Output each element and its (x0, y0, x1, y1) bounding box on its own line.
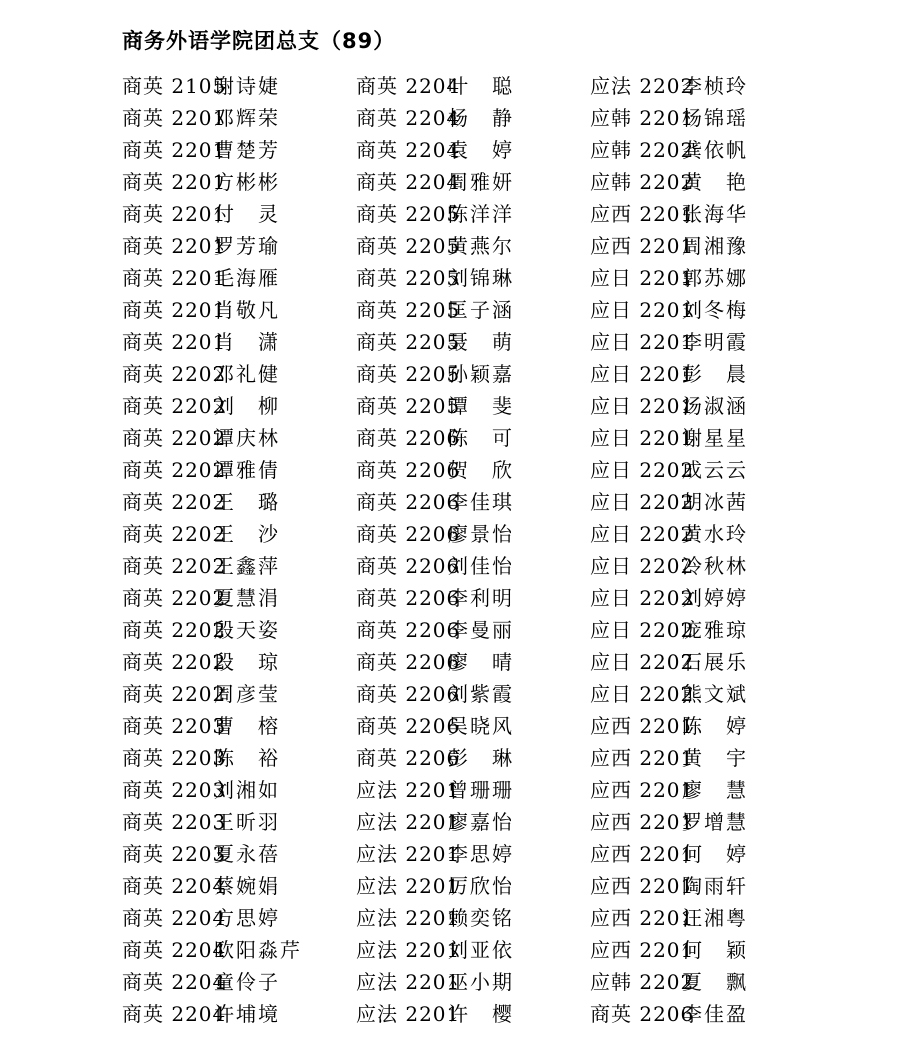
member-name: 袁 婷 (448, 138, 514, 162)
member-entry (356, 742, 596, 774)
member-entry (356, 70, 596, 102)
member-name: 廖景怡 (448, 522, 514, 546)
member-name: 黄 宇 (682, 746, 748, 770)
member-entry (590, 838, 830, 870)
member-entry (122, 550, 362, 582)
member-name: 汪湘粤 (682, 906, 748, 930)
class-label: 应法 2201 (356, 906, 461, 930)
class-label: 商英 2206 (356, 618, 461, 642)
class-label: 应日 2201 (590, 298, 695, 322)
class-label: 商英 2206 (356, 522, 461, 546)
member-entry (356, 966, 596, 998)
member-name: 周湘豫 (682, 234, 748, 258)
member-name: 叶 聪 (448, 74, 514, 98)
member-name: 廖嘉怡 (448, 810, 514, 834)
page-title: 商务外语学院团总支（89） (122, 29, 396, 53)
member-entry (122, 614, 362, 646)
class-label: 应日 2202 (590, 586, 695, 610)
member-entry (356, 582, 596, 614)
member-entry (590, 486, 830, 518)
member-name: 谢星星 (682, 426, 748, 450)
member-entry (122, 806, 362, 838)
member-name: 张海华 (682, 202, 748, 226)
member-name: 陈 裕 (214, 746, 280, 770)
member-name: 彭 晨 (682, 362, 748, 386)
class-label: 应西 2201 (590, 202, 695, 226)
class-label: 应日 2202 (590, 490, 695, 514)
member-entry (356, 614, 596, 646)
member-entry (356, 422, 596, 454)
member-name: 黄燕尔 (448, 234, 514, 258)
member-entry (122, 262, 362, 294)
member-name: 匡子涵 (448, 298, 514, 322)
class-label: 商英 2205 (356, 362, 461, 386)
member-name: 段 琼 (214, 650, 280, 674)
class-label: 应韩 2202 (590, 970, 695, 994)
class-label: 商英 2202 (122, 362, 227, 386)
class-label: 商英 2205 (356, 202, 461, 226)
member-entry (356, 550, 596, 582)
member-entry (122, 646, 362, 678)
member-entry (122, 870, 362, 902)
class-label: 商英 2201 (122, 106, 227, 130)
member-name: 杨 静 (448, 106, 514, 130)
member-name: 何 婷 (682, 842, 748, 866)
member-entry (356, 838, 596, 870)
member-name: 陈 婷 (682, 714, 748, 738)
class-label: 应西 2201 (590, 714, 695, 738)
member-name: 曹楚芳 (214, 138, 280, 162)
class-label: 商英 2203 (122, 714, 227, 738)
member-entry (590, 230, 830, 262)
member-name: 龚依帆 (682, 138, 748, 162)
class-label: 应日 2202 (590, 618, 695, 642)
member-name: 陈洋洋 (448, 202, 514, 226)
member-entry (356, 518, 596, 550)
class-label: 应法 2201 (356, 970, 461, 994)
member-name: 曹 榕 (214, 714, 280, 738)
member-name: 刘 柳 (214, 394, 280, 418)
member-entry (122, 902, 362, 934)
member-entry (122, 294, 362, 326)
class-label: 应西 2201 (590, 234, 695, 258)
member-name: 毛海雁 (214, 266, 280, 290)
member-name: 付 灵 (214, 202, 280, 226)
member-name: 李明霞 (682, 330, 748, 354)
member-entry (122, 934, 362, 966)
class-label: 商英 2203 (122, 746, 227, 770)
member-name: 陶雨轩 (682, 874, 748, 898)
class-label: 商英 2205 (356, 234, 461, 258)
member-entry (590, 134, 830, 166)
class-label: 商英 2205 (356, 330, 461, 354)
member-entry (356, 358, 596, 390)
member-name: 庞雅琼 (682, 618, 748, 642)
class-label: 应法 2201 (356, 842, 461, 866)
member-name: 罗芳瑜 (214, 234, 280, 258)
class-label: 应法 2201 (356, 810, 461, 834)
member-entry (590, 934, 830, 966)
member-name: 蔡婉娟 (214, 874, 280, 898)
class-label: 商英 2206 (590, 1002, 695, 1026)
member-name: 李桢玲 (682, 74, 748, 98)
class-label: 应西 2201 (590, 746, 695, 770)
class-label: 商英 2202 (122, 586, 227, 610)
member-entry (590, 390, 830, 422)
class-label: 应日 2202 (590, 682, 695, 706)
class-label: 商英 2202 (122, 458, 227, 482)
member-entry (122, 518, 362, 550)
member-name: 熊文斌 (682, 682, 748, 706)
member-name: 邓辉荣 (214, 106, 280, 130)
class-label: 应韩 2201 (590, 106, 695, 130)
member-entry (122, 966, 362, 998)
class-label: 商英 2201 (122, 170, 227, 194)
member-name: 曾珊珊 (448, 778, 514, 802)
member-name: 胡冰茜 (682, 490, 748, 514)
member-name: 汤淑涵 (682, 394, 748, 418)
class-label: 商英 2202 (122, 650, 227, 674)
class-label: 应日 2201 (590, 330, 695, 354)
class-label: 商英 2206 (356, 586, 461, 610)
class-label: 商英 2206 (356, 490, 461, 514)
member-name: 黄 艳 (682, 170, 748, 194)
member-entry (122, 230, 362, 262)
member-entry (122, 838, 362, 870)
member-entry (590, 198, 830, 230)
class-label: 商英 2204 (356, 170, 461, 194)
member-name: 肖敬凡 (214, 298, 280, 322)
class-label: 商英 2204 (356, 138, 461, 162)
class-label: 应日 2202 (590, 458, 695, 482)
member-entry (590, 646, 830, 678)
member-name: 贺 欣 (448, 458, 514, 482)
member-name: 童伶子 (214, 970, 280, 994)
class-label: 商英 2203 (122, 842, 227, 866)
class-label: 商英 2204 (122, 1002, 227, 1026)
member-name: 郭苏娜 (682, 266, 748, 290)
member-entry (590, 358, 830, 390)
member-entry (356, 806, 596, 838)
class-label: 商英 2201 (122, 298, 227, 322)
member-entry (122, 454, 362, 486)
member-entry (122, 486, 362, 518)
member-entry (356, 454, 596, 486)
member-name: 李佳琪 (448, 490, 514, 514)
member-entry (590, 294, 830, 326)
member-entry (122, 166, 362, 198)
member-name: 谭庆林 (214, 426, 280, 450)
member-entry (590, 806, 830, 838)
class-label: 商英 2206 (356, 458, 461, 482)
member-entry (122, 390, 362, 422)
member-name: 邓礼健 (214, 362, 280, 386)
member-name: 夏 飘 (682, 970, 748, 994)
member-entry (590, 550, 830, 582)
member-name: 许埔境 (214, 1002, 280, 1026)
member-name: 刘亚依 (448, 938, 514, 962)
class-label: 应日 2201 (590, 394, 695, 418)
class-label: 应日 2202 (590, 522, 695, 546)
class-label: 应日 2201 (590, 426, 695, 450)
class-label: 商英 2201 (122, 266, 227, 290)
member-entry (356, 326, 596, 358)
member-name: 刘冬梅 (682, 298, 748, 322)
class-label: 商英 2204 (356, 106, 461, 130)
name-column-2 (356, 70, 596, 1030)
member-name: 巫小期 (448, 970, 514, 994)
member-entry (356, 294, 596, 326)
member-name: 刘佳怡 (448, 554, 514, 578)
member-name: 何 颖 (682, 938, 748, 962)
member-name: 王 璐 (214, 490, 280, 514)
member-entry (590, 70, 830, 102)
name-column-1 (122, 70, 362, 1030)
member-name: 厉欣怡 (448, 874, 514, 898)
member-entry (590, 614, 830, 646)
class-label: 商英 2201 (122, 330, 227, 354)
class-label: 商英 2205 (356, 266, 461, 290)
member-name: 廖 慧 (682, 778, 748, 802)
member-entry (122, 134, 362, 166)
member-name: 王昕羽 (214, 810, 280, 834)
member-name: 许 樱 (448, 1002, 514, 1026)
class-label: 应法 2201 (356, 938, 461, 962)
member-name: 成云云 (682, 458, 748, 482)
member-name: 李利明 (448, 586, 514, 610)
member-entry (122, 422, 362, 454)
class-label: 商英 2202 (122, 682, 227, 706)
class-label: 商英 2204 (122, 938, 227, 962)
member-name: 刘紫霞 (448, 682, 514, 706)
member-entry (122, 326, 362, 358)
member-name: 吴晓风 (448, 714, 514, 738)
class-label: 应法 2202 (590, 74, 695, 98)
member-entry (122, 358, 362, 390)
member-name: 李曼丽 (448, 618, 514, 642)
member-name: 夏慧涓 (214, 586, 280, 610)
member-name: 刘湘如 (214, 778, 280, 802)
class-label: 应法 2201 (356, 778, 461, 802)
member-name: 聂 萌 (448, 330, 514, 354)
class-label: 商英 2105 (122, 74, 227, 98)
member-name: 王鑫萍 (214, 554, 280, 578)
member-name: 欧阳淼芹 (214, 938, 302, 962)
member-entry (590, 742, 830, 774)
class-label: 商英 2201 (122, 138, 227, 162)
member-name: 彭 琳 (448, 746, 514, 770)
class-label: 应法 2201 (356, 874, 461, 898)
member-entry (356, 774, 596, 806)
member-entry (590, 518, 830, 550)
member-entry (122, 198, 362, 230)
member-entry (122, 678, 362, 710)
class-label: 商英 2201 (122, 234, 227, 258)
class-label: 应日 2201 (590, 362, 695, 386)
member-name: 赖奕铭 (448, 906, 514, 930)
member-name: 陈 可 (448, 426, 514, 450)
member-name: 杨锦瑶 (682, 106, 748, 130)
class-label: 商英 2202 (122, 394, 227, 418)
member-entry (590, 966, 830, 998)
class-label: 商英 2204 (122, 906, 227, 930)
class-label: 应西 2201 (590, 810, 695, 834)
member-name: 周雅妍 (448, 170, 514, 194)
member-name: 方思婷 (214, 906, 280, 930)
class-label: 商英 2202 (122, 554, 227, 578)
member-name: 周彦莹 (214, 682, 280, 706)
member-entry (356, 710, 596, 742)
member-entry (356, 678, 596, 710)
class-label: 商英 2202 (122, 522, 227, 546)
class-label: 商英 2204 (122, 874, 227, 898)
class-label: 商英 2203 (122, 810, 227, 834)
class-label: 应法 2201 (356, 1002, 461, 1026)
member-name: 谭雅倩 (214, 458, 280, 482)
member-name: 谭 斐 (448, 394, 514, 418)
class-label: 商英 2206 (356, 746, 461, 770)
member-entry (356, 262, 596, 294)
member-entry (590, 262, 830, 294)
member-entry (356, 134, 596, 166)
name-column-3 (590, 70, 830, 1030)
member-entry (590, 422, 830, 454)
member-entry (590, 998, 830, 1030)
member-name: 冷秋林 (682, 554, 748, 578)
member-name: 李佳盈 (682, 1002, 748, 1026)
member-entry (590, 102, 830, 134)
member-name: 黄水玲 (682, 522, 748, 546)
class-label: 商英 2203 (122, 778, 227, 802)
class-label: 商英 2202 (122, 490, 227, 514)
class-label: 商英 2204 (356, 74, 461, 98)
class-label: 商英 2206 (356, 554, 461, 578)
member-name: 王 沙 (214, 522, 280, 546)
class-label: 应西 2201 (590, 874, 695, 898)
class-label: 应日 2202 (590, 554, 695, 578)
member-entry (356, 998, 596, 1030)
member-name: 刘婷婷 (682, 586, 748, 610)
class-label: 商英 2206 (356, 682, 461, 706)
member-entry (122, 70, 362, 102)
member-entry (122, 582, 362, 614)
class-label: 商英 2202 (122, 618, 227, 642)
member-name: 李思婷 (448, 842, 514, 866)
class-label: 商英 2206 (356, 426, 461, 450)
member-entry (356, 486, 596, 518)
class-label: 商英 2205 (356, 394, 461, 418)
member-entry (356, 198, 596, 230)
class-label: 应西 2201 (590, 906, 695, 930)
class-label: 应日 2201 (590, 266, 695, 290)
member-entry (590, 774, 830, 806)
class-label: 应日 2202 (590, 650, 695, 674)
member-name: 殷天姿 (214, 618, 280, 642)
member-entry (356, 902, 596, 934)
member-name: 夏永蓓 (214, 842, 280, 866)
member-name: 刘锦琳 (448, 266, 514, 290)
class-label: 应西 2201 (590, 938, 695, 962)
member-entry (356, 646, 596, 678)
member-name: 方彬彬 (214, 170, 280, 194)
member-entry (122, 774, 362, 806)
member-entry (590, 902, 830, 934)
member-entry (122, 742, 362, 774)
class-label: 商英 2206 (356, 650, 461, 674)
member-name: 石展乐 (682, 650, 748, 674)
member-name: 廖 晴 (448, 650, 514, 674)
class-label: 商英 2206 (356, 714, 461, 738)
class-label: 商英 2205 (356, 298, 461, 322)
member-entry (122, 998, 362, 1030)
class-label: 商英 2204 (122, 970, 227, 994)
member-entry (590, 582, 830, 614)
member-entry (590, 166, 830, 198)
member-entry (356, 390, 596, 422)
class-label: 商英 2201 (122, 202, 227, 226)
member-entry (590, 326, 830, 358)
member-name: 罗增慧 (682, 810, 748, 834)
class-label: 应韩 2202 (590, 170, 695, 194)
member-entry (122, 102, 362, 134)
class-label: 应韩 2202 (590, 138, 695, 162)
member-entry (356, 166, 596, 198)
member-entry (356, 230, 596, 262)
member-entry (356, 870, 596, 902)
class-label: 应西 2201 (590, 778, 695, 802)
class-label: 应西 2201 (590, 842, 695, 866)
member-entry (356, 934, 596, 966)
member-entry (356, 102, 596, 134)
member-name: 肖 潇 (214, 330, 280, 354)
member-entry (590, 710, 830, 742)
member-entry (590, 454, 830, 486)
member-entry (590, 678, 830, 710)
member-name: 谢诗婕 (214, 74, 280, 98)
member-name: 孙颖嘉 (448, 362, 514, 386)
member-entry (590, 870, 830, 902)
member-entry (122, 710, 362, 742)
class-label: 商英 2202 (122, 426, 227, 450)
